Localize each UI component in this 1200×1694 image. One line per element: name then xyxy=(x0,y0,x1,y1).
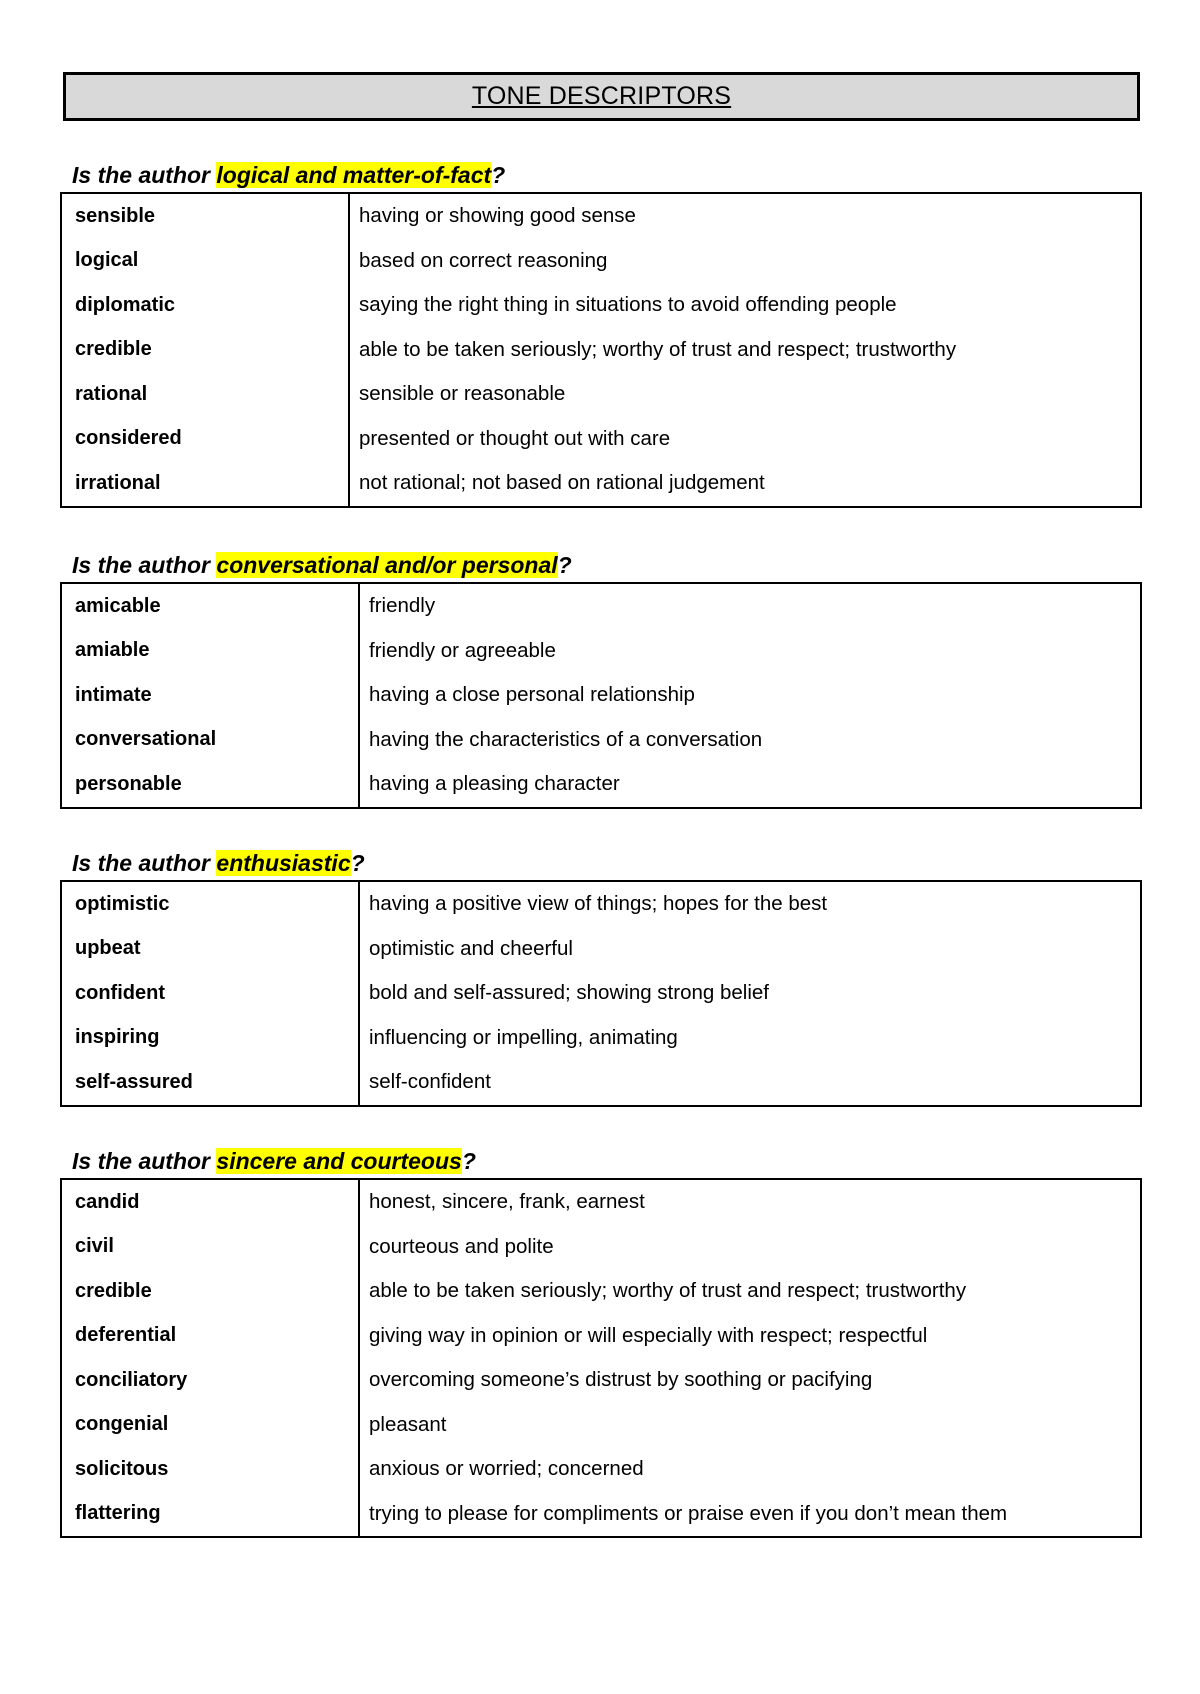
term-cell: logical xyxy=(75,249,139,272)
term-cell: personable xyxy=(75,772,182,795)
definition-cell: having a pleasing character xyxy=(369,772,620,796)
table-row xyxy=(62,1060,1140,1105)
section-3 xyxy=(60,1144,1142,1538)
term-cell: irrational xyxy=(75,471,161,494)
section-0 xyxy=(60,158,1142,508)
term-cell: flattering xyxy=(75,1502,161,1525)
definition-cell: not rational; not based on rational judgement xyxy=(359,471,765,495)
section-heading xyxy=(60,846,1142,880)
definition-cell: courteous and polite xyxy=(369,1234,554,1258)
definition-cell: overcoming someone’s distrust by soothing or pacifying xyxy=(369,1368,873,1392)
term-cell: conciliatory xyxy=(75,1368,188,1391)
term-cell: confident xyxy=(75,981,165,1004)
term-cell: credible xyxy=(75,338,152,361)
heading-prefix: Is the author xyxy=(72,552,217,578)
table-row xyxy=(62,461,1140,506)
term-cell: amicable xyxy=(75,594,161,617)
table-row xyxy=(62,762,1140,807)
table-row xyxy=(62,1403,1140,1448)
definition-cell: able to be taken seriously; worthy of trust and respect; trustworthy xyxy=(369,1279,967,1303)
definition-cell: sensible or reasonable xyxy=(359,382,566,406)
term-cell: considered xyxy=(75,427,182,450)
term-cell: diplomatic xyxy=(75,293,176,316)
term-cell: intimate xyxy=(75,683,152,706)
table-row xyxy=(62,1269,1140,1314)
definition-cell: honest, sincere, frank, earnest xyxy=(369,1190,645,1214)
heading-suffix: ? xyxy=(557,552,572,578)
table-row xyxy=(62,673,1140,718)
table-row xyxy=(62,1447,1140,1492)
term-cell: optimistic xyxy=(75,892,170,915)
term-cell: credible xyxy=(75,1279,152,1302)
term-cell: candid xyxy=(75,1190,140,1213)
table-row xyxy=(62,283,1140,328)
column-divider xyxy=(358,1180,360,1536)
definition-cell: friendly xyxy=(369,594,436,618)
column-divider xyxy=(348,194,350,506)
section-heading xyxy=(60,158,1142,192)
table-row xyxy=(62,584,1140,629)
descriptor-table xyxy=(60,582,1142,809)
definition-cell: influencing or impelling, animating xyxy=(369,1025,678,1049)
definition-cell: based on correct reasoning xyxy=(359,248,608,272)
table-row xyxy=(62,194,1140,239)
table-row xyxy=(62,927,1140,972)
term-cell: civil xyxy=(75,1235,114,1258)
definition-cell: having the characteristics of a conversation xyxy=(369,727,763,751)
definition-cell: anxious or worried; concerned xyxy=(369,1457,644,1481)
descriptor-table xyxy=(60,1178,1142,1538)
heading-prefix: Is the author xyxy=(72,850,217,876)
heading-highlight: sincere and courteous xyxy=(216,1148,462,1174)
definition-cell: saying the right thing in situations to avoid offending people xyxy=(359,293,897,317)
definition-cell: having a positive view of things; hopes for the best xyxy=(369,892,828,916)
section-heading xyxy=(60,548,1142,582)
table-row xyxy=(62,1016,1140,1061)
term-cell: conversational xyxy=(75,728,217,751)
heading-prefix: Is the author xyxy=(72,162,217,188)
title-box xyxy=(63,72,1140,121)
heading-suffix: ? xyxy=(350,850,365,876)
term-cell: upbeat xyxy=(75,937,141,960)
table-row xyxy=(62,328,1140,373)
table-row xyxy=(62,1492,1140,1537)
definition-cell: presented or thought out with care xyxy=(359,426,671,450)
definition-cell: having or showing good sense xyxy=(359,204,636,228)
section-1 xyxy=(60,548,1142,809)
table-row xyxy=(62,1225,1140,1270)
definition-cell: pleasant xyxy=(369,1412,447,1436)
heading-suffix: ? xyxy=(461,1148,476,1174)
definition-cell: self-confident xyxy=(369,1070,491,1094)
section-heading xyxy=(60,1144,1142,1178)
definition-cell: bold and self-assured; showing strong belief xyxy=(369,981,769,1005)
definition-cell: optimistic and cheerful xyxy=(369,936,573,960)
column-divider xyxy=(358,882,360,1105)
column-divider xyxy=(358,584,360,807)
term-cell: amiable xyxy=(75,639,150,662)
term-cell: inspiring xyxy=(75,1026,160,1049)
table-row xyxy=(62,1180,1140,1225)
term-cell: deferential xyxy=(75,1324,177,1347)
table-row xyxy=(62,417,1140,462)
table-row xyxy=(62,239,1140,284)
term-cell: congenial xyxy=(75,1413,169,1436)
definition-cell: friendly or agreeable xyxy=(369,638,556,662)
table-row xyxy=(62,372,1140,417)
descriptor-table xyxy=(60,192,1142,508)
heading-highlight: conversational and/or personal xyxy=(216,552,558,578)
table-row xyxy=(62,1358,1140,1403)
heading-suffix: ? xyxy=(491,162,506,188)
term-cell: self-assured xyxy=(75,1070,193,1093)
heading-highlight: enthusiastic xyxy=(216,850,351,876)
definition-cell: trying to please for compliments or praise even if you don’t mean them xyxy=(369,1501,1008,1525)
heading-prefix: Is the author xyxy=(72,1148,217,1174)
descriptor-table xyxy=(60,880,1142,1107)
table-row xyxy=(62,971,1140,1016)
section-2 xyxy=(60,846,1142,1107)
table-row xyxy=(62,718,1140,763)
table-row xyxy=(62,629,1140,674)
heading-highlight: logical and matter-of-fact xyxy=(216,162,492,188)
table-row xyxy=(62,1314,1140,1359)
term-cell: rational xyxy=(75,382,148,405)
page-title: TONE DESCRIPTORS xyxy=(471,82,732,110)
definition-cell: having a close personal relationship xyxy=(369,683,695,707)
table-row xyxy=(62,882,1140,927)
definition-cell: able to be taken seriously; worthy of trust and respect; trustworthy xyxy=(359,337,957,361)
term-cell: solicitous xyxy=(75,1457,169,1480)
term-cell: sensible xyxy=(75,204,156,227)
definition-cell: giving way in opinion or will especially with respect; respectful xyxy=(369,1323,928,1347)
